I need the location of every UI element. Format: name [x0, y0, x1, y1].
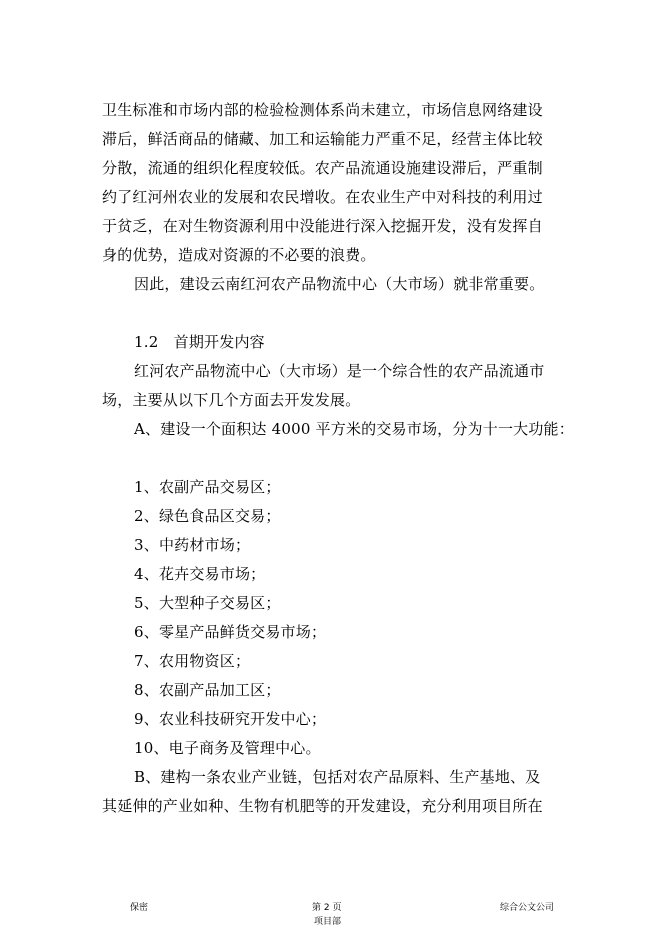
footer-left: 保密: [130, 903, 149, 913]
footer-bottom: 项目部: [314, 917, 342, 927]
paragraph-line: 卫生标准和市场内部的检验检测体系尚未建立，市场信息网络建设: [102, 101, 543, 119]
paragraph-line: 于贫乏，在对生物资源利用中没能进行深入挖掘开发，没有发挥自: [102, 217, 543, 235]
item-a: A、建设一个面积达 4000 平方米的交易市场，分为十一大功能：: [134, 420, 574, 438]
document-body: [102, 96, 572, 821]
paragraph-line: 分散，流通的组织化程度较低。农产品流通设施建设滞后，严重制: [102, 159, 543, 177]
paragraph-line: 其延伸的产业如种、生物有机肥等的开发建设，充分利用项目所在: [102, 797, 543, 815]
paragraph-line: 身的优势，造成对资源的不必要的浪费。: [102, 246, 376, 264]
paragraph-line: 滞后，鲜活商品的储藏、加工和运输能力严重不足，经营主体比较: [102, 130, 543, 148]
list-item: 9、农业科技研究开发中心；: [134, 710, 327, 728]
paragraph-line: 场，主要从以下几个方面去开发发展。: [102, 391, 361, 409]
list-item: 3、中药材市场；: [134, 536, 251, 554]
conclusion-paragraph: 因此，建设云南红河农产品物流中心（大市场）就非常重要。: [134, 275, 545, 293]
list-item: 2、绿色食品区交易；: [134, 507, 281, 525]
footer-right: 综合公文公司: [500, 903, 555, 913]
list-item: 4、花卉交易市场；: [134, 565, 266, 583]
list-item: 5、大型种子交易区；: [134, 594, 281, 612]
list-item: 1、农副产品交易区；: [134, 478, 281, 496]
section-heading: 1.2 首期开发内容: [134, 333, 265, 351]
page-number: 第 2 页: [312, 903, 342, 913]
paragraph-line: 约了红河州农业的发展和农民增收。在农业生产中对科技的利用过: [102, 188, 543, 206]
paragraph-line: 红河农产品物流中心（大市场）是一个综合性的农产品流通市: [134, 362, 545, 380]
item-b: B、建构一条农业产业链，包括对农产品原料、生产基地、及: [134, 768, 541, 786]
list-item: 10、电子商务及管理中心。: [134, 739, 321, 757]
blank-line: [102, 444, 572, 473]
list-item: 7、农用物资区；: [134, 652, 251, 670]
blank-line: [102, 299, 572, 328]
list-item: 6、零星产品鲜货交易市场；: [134, 623, 327, 641]
list-item: 8、农副产品加工区；: [134, 681, 281, 699]
